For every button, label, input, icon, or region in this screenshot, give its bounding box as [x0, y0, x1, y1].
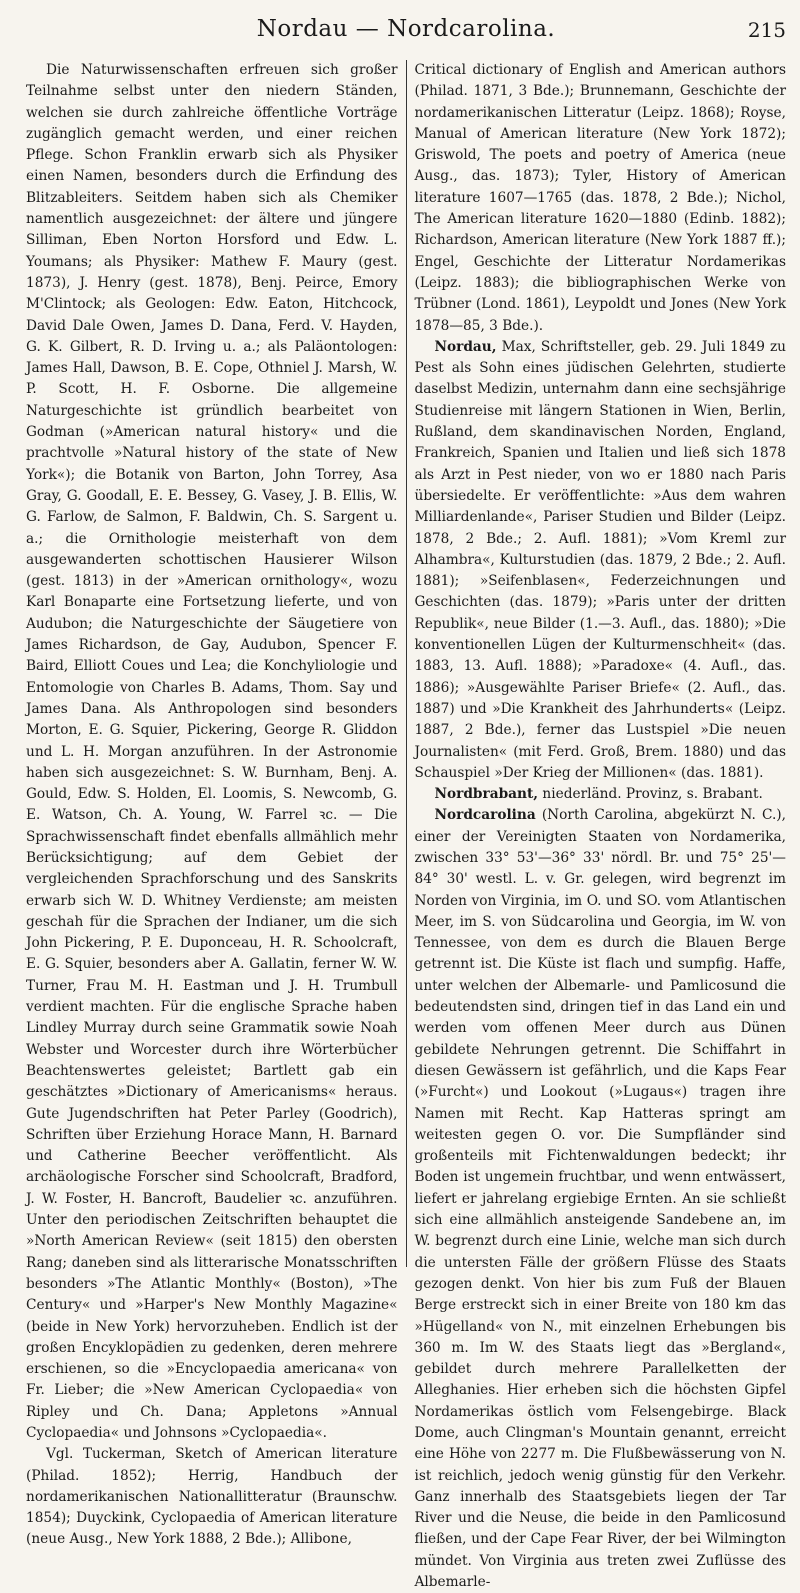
page-number: 215 [747, 18, 786, 42]
right-column [414, 60, 787, 1591]
entry-headword: Nordbrabant, [434, 786, 539, 803]
text-columns [26, 60, 786, 1591]
left-column [26, 60, 398, 1548]
entry-nordau [415, 337, 787, 784]
column-divider [406, 60, 407, 1267]
entry-headword: Nordcarolina [434, 807, 536, 824]
entry-body: niederländ. Provinz, s. Brabant. [538, 786, 763, 803]
running-title: Nordau — Nordcarolina. [256, 16, 556, 42]
entry-body: Max, Schriftsteller, geb. 29. Juli 1849 zu Pest als Sohn eines jüdischen Gelehrten, studierte daselbst Medizin, unternahm dann eine sechsjährige Studienreise mit längern Stationen in Wien, Berlin, Rußland, dem skandinavischen Norden, England, Frankreich, Spanien und Italien und ließ sich 1878 als Arzt in Pest nieder, von wo er 1880 nach Paris übersiedelte. Er veröffentlichte: »Aus dem wahren Milliardenlande«, Pariser Studien und Bilder (Leipz. 1878, 2 Bde.; 2. Aufl. 1881); »Vom Kreml zur Alhambra«, Kulturstudien (das. 1879, 2 Bde.; 2. Aufl. 1881); »Seifenblasen«, Federzeichnungen und Geschichten (das. 1879); »Paris unter der dritten Republik«, neue Bilder (1.—3. Aufl., das. 1880); »Die konventionellen Lügen der Kulturmenschheit« (das. 1883, 13. Aufl. 1888); »Paradoxe« (4. Aufl., das. 1886); »Ausgewählte Pariser Briefe« (2. Aufl., das. 1887) und »Die Krankheit des Jahrhunderts« (Leipz. 1887, 2 Bde.), ferner das Lustspiel »Die neuen Journalisten« (mit Ferd. Groß, Brem. 1880) und das Schauspiel »Der Krieg der Millionen« (das. 1881). [414, 338, 786, 781]
entry-nordbrabant [415, 784, 787, 805]
paragraph-literature-references: Vgl. Tuckerman, Sketch of American literature (Philad. 1852); Herrig, Handbuch der nordamerikanischen Nationallitteratur (Braunschw. 1854); Duyckink, Cyclopaedia of American literature (neue Ausg., New York 1888, 2 Bde.); Allibone, [26, 1446, 398, 1548]
entry-nordcarolina [415, 805, 787, 1593]
paragraph-literature-references-cont: Critical dictionary of English and American authors (Philad. 1871, 3 Bde.); Brunnemann, Geschichte der nordamerikanischen Litteratur (Leipz. 1868); Royse, Manual of American literature (New York 1872); Griswold, The poets and poetry of America (neue Ausg., das. 1873); Tyler, History of American literature 1607—1765 (das. 1878, 2 Bde.); Nichol, The American literature 1620—1880 (Edinb. 1882); Richardson, American literature (New York 1887 ff.); Engel, Geschichte der Litteratur Nordamerikas (Leipz. 1883); die bibliographischen Werke von Trübner (Lond. 1861), Leypoldt und Jones (New York 1878—85, 3 Bde.). [414, 62, 786, 334]
paragraph-natural-sciences: Die Naturwissenschaften erfreuen sich großer Teilnahme selbst unter den niedern Ständen, welchen sie durch zahlreiche öffentliche Vorträge zugänglich gemacht werden, und einer reichen Pflege. Schon Franklin erwarb sich als Physiker einen Namen, besonders durch die Erfindung des Blitzableiters. Seitdem haben sich als Chemiker namentlich ausgezeichnet: der ältere und jüngere Silliman, Eben Norton Horsford und Edw. L. Youmans; als Physiker: Mathew F. Maury (gest. 1873), J. Henry (gest. 1878), Benj. Peirce, Emory M'Clintock; als Geologen: Edw. Eaton, Hitchcock, David Dale Owen, James D. Dana, Ferd. V. Hayden, G. K. Gilbert, R. D. Irving u. a.; als Paläontologen: James Hall, Dawson, B. E. Cope, Othniel J. Marsh, W. P. Scott, H. F. Osborne. Die allgemeine Naturgeschichte ist gründlich bearbeitet von Godman (»American natural history« und die prachtvolle »Natural history of the state of New York«); die Botanik von Barton, John Torrey, Asa Gray, G. Goodall, E. E. Bessey, G. Vasey, J. B. Ellis, W. G. Farlow, de Salmon, F. Baldwin, Ch. S. Sargent u. a.; die Ornithologie meisterhaft von dem ausgewanderten schottischen Hausierer Wilson (gest. 1813) in der »American ornithology«, wozu Karl Bonaparte eine Fortsetzung lieferte, und von Audubon; die Naturgeschichte der Säugetiere von James Richardson, de Gay, Audubon, Spencer F. Baird, Elliott Coues und Lea; die Konchyliologie und Entomologie von Charles B. Adams, Thom. Say und James Dana. Als Anthropologen sind besonders Morton, E. G. Squier, Pickering, George R. Gliddon und L. H. Morgan anzuführen. In der Astronomie haben sich ausgezeichnet: S. W. Burnham, Benj. A. Gould, Edw. S. Holden, El. Loomis, S. Newcomb, G. E. Watson, Ch. A. Young, W. Farrel ꝛc. — Die Sprachwissenschaft findet ebenfalls allmählich mehr Berücksichtigung; auf dem Gebiet der vergleichenden Sprachforschung und des Sanskrits erwarb sich W. D. Whitney Verdienste; am meisten geschah für die Sprachen der Indianer, um die sich John Pickering, P. E. Duponceau, H. R. Schoolcraft, E. G. Squier, besonders aber A. Gallatin, ferner W. W. Turner, Frau M. H. Eastman und J. H. Trumbull verdient machten. Für die englische Sprache haben Lindley Murray durch seine Grammatik sowie Noah Webster und Worcester durch ihre Wörterbücher Beachtenswertes geleistet; Bartlett gab ein geschätztes »Dictionary of Americanisms« heraus. Gute Jugendschriften hat Peter Parley (Goodrich), Schriften über Erziehung Horace Mann, H. Barnard und Catherine Beecher veröffentlicht. Als archäologische Forscher sind Schoolcraft, Bradford, J. W. Foster, H. Bancroft, Baudelier ꝛc. anzuführen. Unter den periodischen Zeitschriften behauptet die »North American Review« (seit 1815) den obersten Rang; daneben sind als litterarische Monatsschriften besonders »The Atlantic Monthly« (Boston), »The Century« und »Harper's New Monthly Magazine« (beide in New York) hervorzuheben. Endlich ist der großen Encyklopädien zu gedenken, deren mehrere erschienen, so die »Encyclopaedia americana« von Fr. Lieber; die »New American Cyclopaedia« von Ripley und Ch. Dana; Appletons »Annual Cyclopaedia« und Johnsons »Cyclopaedia«. [26, 62, 398, 1441]
page-header [26, 16, 786, 56]
entry-headword: Nordau, [434, 338, 497, 355]
entry-body: (North Carolina, abgekürzt N. C.), einer der Vereinigten Staaten von Nordamerika, zwischen 33° 53'—36° 33' nördl. Br. und 75° 25'—84° 30' westl. L. v. Gr. gelegen, wird begrenzt im Norden von Virginia, im O. und SO. vom Atlantischen Meer, im S. von Südcarolina und Georgia, im W. von Tennessee, von dem es durch die Blauen Berge getrennt ist. Die Küste ist flach und sumpfig. Haffe, unter welchen der Albemarle- und Pamlicosund die bedeutendsten sind, dringen tief in das Land ein und werden vom offenen Meer durch aus Dünen gebildete Nehrungen getrennt. Die Schiffahrt in diesen Gewässern ist gefährlich, und die Kaps Fear (»Furcht«) und Lookout (»Lugaus«) tragen ihre Namen mit Recht. Kap Hatteras springt am weitesten gegen O. vor. Die Sumpfländer sind großenteils mit Fichtenwaldungen bedeckt; ihr Boden ist ungemein fruchtbar, und wenn entwässert, liefert er jahrelang ergiebige Ernten. An sie schließt sich eine allmählich ansteigende Sandebene an, im W. begrenzt durch eine Linie, welche man sich durch die untersten Fälle der größern Flüsse des Staats gezogen denkt. Von hier bis zum Fuß der Blauen Berge erstreckt sich in einer Breite von 180 km das »Hügelland« von N., mit einzelnen Erhebungen bis 360 m. Im W. des Staats liegt das »Bergland«, gebildet durch mehrere Parallelketten der Alleghanies. Hier erheben sich die höchsten Gipfel Nordamerikas östlich vom Felsengebirge. Black Dome, auch Clingman's Mountain genannt, erreicht eine Höhe von 2277 m. Die Flußbewässerung von N. ist reichlich, jedoch wenig günstig für den Verkehr. Ganz innerhalb des Staatsgebiets liegen der Tar River und die Neuse, die beide in den Pamlicosund fließen, und der Cape Fear River, der bei Wilmington mündet. Von Virginia aus treten zwei Zuflüsse des Albemarle- [414, 807, 786, 1591]
